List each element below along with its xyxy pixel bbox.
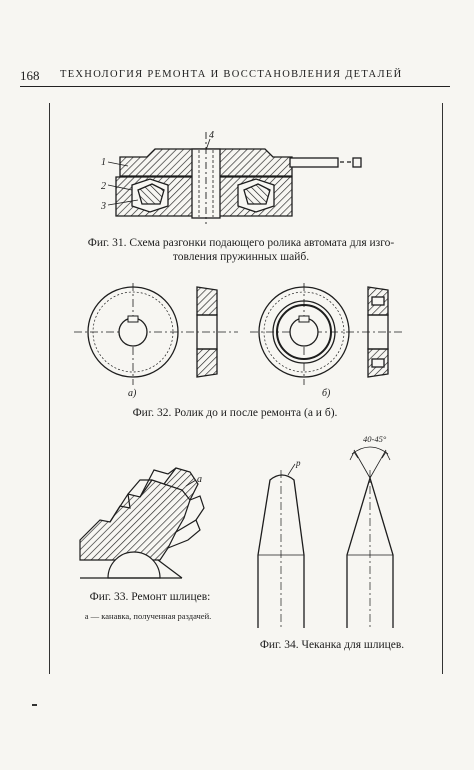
fig32-drawing [74, 283, 402, 385]
fig34-caption: Фиг. 34. Чеканка для шлицев. [259, 639, 405, 651]
fig32-caption: Фиг. 32. Ролик до и после ремонта (а и б). [132, 407, 338, 419]
fig31-caption-line2: товления пружинных шайб. [172, 251, 310, 263]
fig33-drawing [80, 468, 204, 578]
fig31-label-3: 3 [101, 201, 106, 212]
running-title: ТЕХНОЛОГИЯ РЕМОНТА И ВОССТАНОВЛЕНИЯ ДЕТАЛЕЙ [60, 69, 403, 80]
fig33-caption-sub: а — канавка, полученная раздачей. [84, 611, 212, 621]
fig31-label-2: 2 [101, 181, 106, 192]
fig32-label-a: а) [128, 388, 137, 399]
fig33-caption: Фиг. 33. Ремонт шлицев: [89, 591, 211, 603]
fig33-label-a: а [197, 474, 202, 485]
fig34-angle-label: 40-45° [363, 434, 387, 444]
fig31-drawing [108, 132, 361, 224]
fig34-label-r: р [296, 458, 301, 468]
fig31-caption-line1: Фиг. 31. Схема разгонки подающего ролика автомата для изго- [87, 237, 395, 249]
fig31-caption [76, 236, 406, 264]
fig32-label-b: б) [322, 388, 331, 399]
page-number: 168 [20, 68, 40, 83]
fig31-label-4: 4 [209, 130, 214, 141]
page-mark [32, 704, 37, 706]
fig34-drawing [258, 447, 393, 628]
fig31-label-1: 1 [101, 157, 106, 168]
